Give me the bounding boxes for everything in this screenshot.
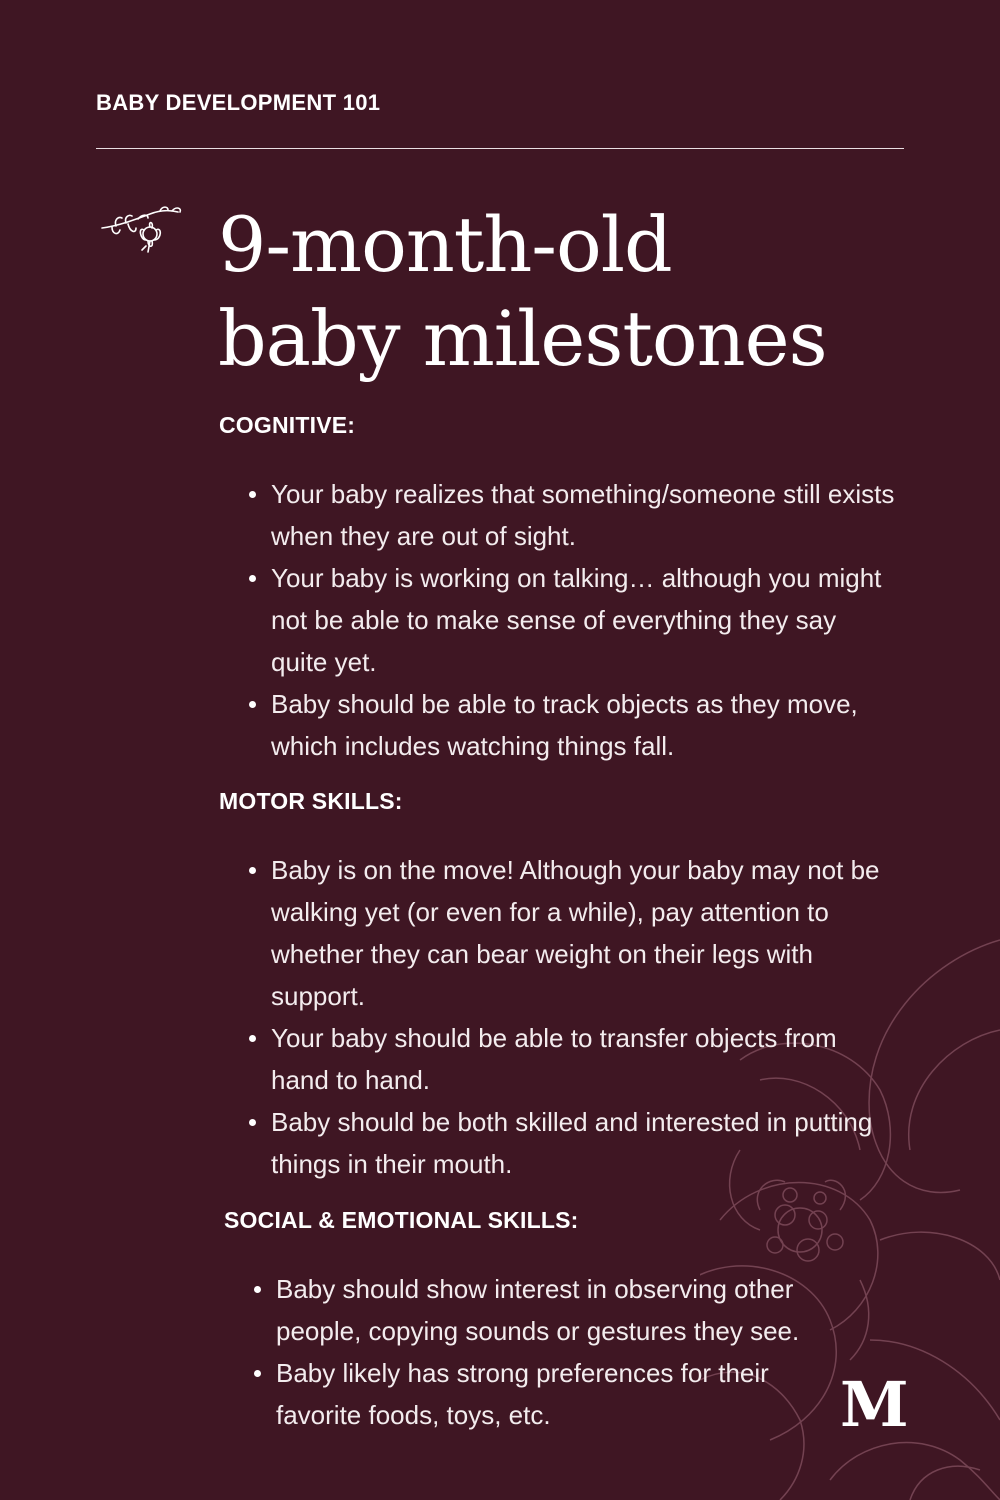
list-item: Your baby realizes that something/someone still exists when they are out of sight. [271, 473, 919, 557]
list-item: Your baby is working on talking… although you might not be able to make sense of everything they say quite yet. [271, 557, 919, 683]
list-item: Baby likely has strong preferences for their favorite foods, toys, etc. [276, 1352, 924, 1436]
section-social-emotional [224, 1207, 924, 1436]
list-item: Baby should show interest in observing other people, copying sounds or gestures they see. [276, 1268, 924, 1352]
list-item: Baby is on the move! Although your baby may not be walking yet (or even for a while), pay attention to whether they can bear weight on their legs with support. [271, 849, 919, 1017]
title-line-1: 9-month-old [218, 200, 672, 289]
milestone-list [219, 849, 919, 1185]
page-title [218, 198, 827, 386]
milestone-list [224, 1268, 924, 1436]
floral-sprig-icon [98, 200, 184, 260]
section-heading: MOTOR SKILLS: [219, 788, 403, 814]
section-motor-skills [219, 788, 919, 1185]
title-line-2: baby milestones [218, 294, 827, 383]
header-divider [96, 148, 904, 149]
milestone-list [219, 473, 919, 767]
list-item: Baby should be able to track objects as they move, which includes watching things fall. [271, 683, 919, 767]
section-heading: SOCIAL & EMOTIONAL SKILLS: [224, 1207, 579, 1233]
list-item: Your baby should be able to transfer objects from hand to hand. [271, 1017, 919, 1101]
brand-logo: M [840, 1368, 905, 1441]
section-heading: COGNITIVE: [219, 412, 356, 438]
section-cognitive [219, 412, 919, 767]
eyebrow-label: BABY DEVELOPMENT 101 [96, 90, 381, 115]
list-item: Baby should be both skilled and interested in putting things in their mouth. [271, 1101, 919, 1185]
